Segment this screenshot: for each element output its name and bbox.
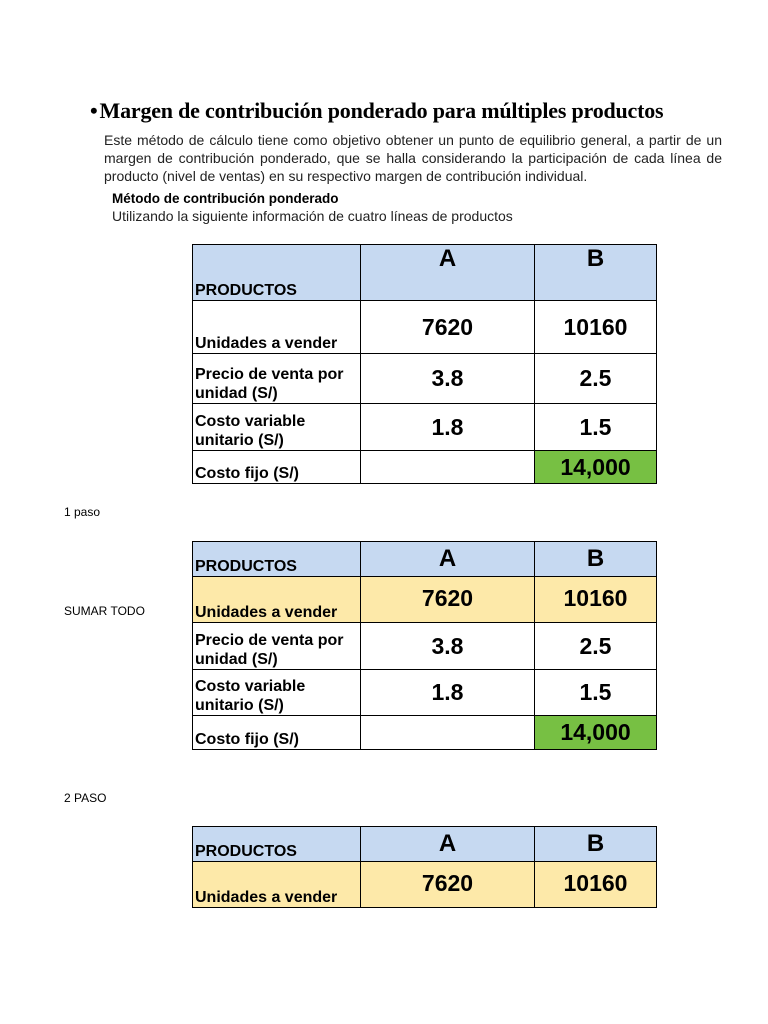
cell-a: 7620 [361, 301, 535, 354]
cell-a: 1.8 [361, 404, 535, 451]
row-label: Costo variable unitario (S/) [193, 404, 361, 451]
cell-b-fixed-cost: 14,000 [535, 451, 657, 484]
row-label: Costo fijo (S/) [193, 451, 361, 484]
table-header-row [193, 542, 657, 577]
table-row [193, 670, 657, 716]
cell-b: 10160 [535, 577, 657, 623]
header-productos: PRODUCTOS [193, 542, 361, 577]
row-label: Unidades a vender [193, 862, 361, 908]
title-text: Margen de contribución ponderado para múltiples productos [99, 98, 664, 123]
step-1-label: 1 paso [64, 505, 101, 519]
cell-b: 1.5 [535, 404, 657, 451]
bullet: • [90, 98, 98, 123]
method-title: Método de contribución ponderado [112, 191, 339, 206]
table-row [193, 623, 657, 670]
table-row [193, 354, 657, 404]
row-label: Precio de venta por unidad (S/) [193, 623, 361, 670]
products-table-1 [192, 244, 657, 484]
products-table-2 [192, 541, 657, 750]
header-col-a: A [361, 542, 535, 577]
cell-a: 3.8 [361, 354, 535, 404]
row-label: Unidades a vender [193, 577, 361, 623]
page-title [90, 98, 750, 124]
row-label: Unidades a vender [193, 301, 361, 354]
table-row [193, 716, 657, 750]
header-productos: PRODUCTOS [193, 245, 361, 301]
cell-b: 10160 [535, 301, 657, 354]
cell-a: 3.8 [361, 623, 535, 670]
cell-b-fixed-cost: 14,000 [535, 716, 657, 750]
row-label: Costo fijo (S/) [193, 716, 361, 750]
table-row [193, 404, 657, 451]
row-label: Costo variable unitario (S/) [193, 670, 361, 716]
cell-b: 2.5 [535, 623, 657, 670]
cell-a [361, 716, 535, 750]
step-2-label: 2 PASO [64, 791, 107, 805]
intro-paragraph: Este método de cálculo tiene como objetivo obtener un punto de equilibrio general, a partir de un margen de contribución ponderado, que se halla considerando la participación de cada línea de producto (nivel de ventas) en su respectivo margen de contribución individual. [104, 132, 722, 184]
header-col-b: B [535, 542, 657, 577]
cell-b: 10160 [535, 862, 657, 908]
header-productos: PRODUCTOS [193, 827, 361, 862]
header-col-a: A [361, 245, 535, 301]
cell-a: 1.8 [361, 670, 535, 716]
header-col-b: B [535, 827, 657, 862]
cell-b: 2.5 [535, 354, 657, 404]
step-1-note: SUMAR TODO [64, 604, 145, 618]
table-row [193, 301, 657, 354]
table-header-row [193, 827, 657, 862]
cell-b: 1.5 [535, 670, 657, 716]
table-row-highlighted [193, 862, 657, 908]
method-subtitle: Utilizando la siguiente información de cuatro líneas de productos [112, 208, 513, 224]
products-table-3 [192, 826, 657, 908]
cell-a [361, 451, 535, 484]
cell-a: 7620 [361, 577, 535, 623]
table-row-highlighted [193, 577, 657, 623]
header-col-a: A [361, 827, 535, 862]
table-header-row [193, 245, 657, 301]
table-row [193, 451, 657, 484]
header-col-b: B [535, 245, 657, 301]
cell-a: 7620 [361, 862, 535, 908]
row-label: Precio de venta por unidad (S/) [193, 354, 361, 404]
